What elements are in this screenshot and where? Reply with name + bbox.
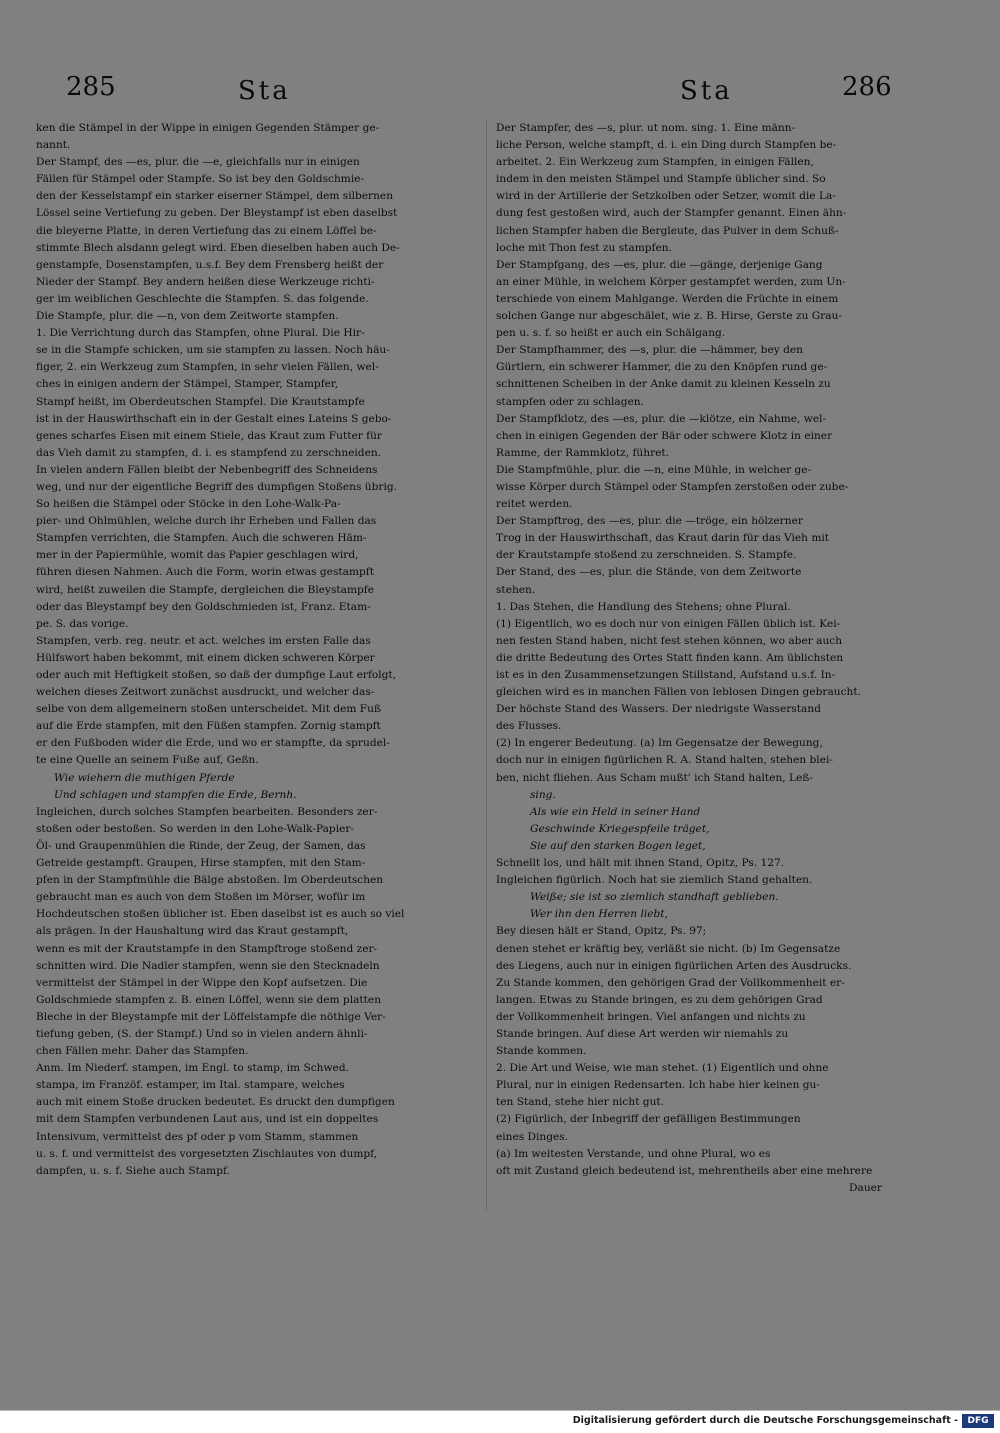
text-line: Dauer [849,1181,882,1194]
left-text-column [36,120,482,1180]
text-line: Fällen für Stämpel oder Stampfe. So ist bey den Goldschmie- [36,173,365,186]
text-line: genstampfe, Dosenstampfen, u.s.f. Bey dem Frensberg heißt der [36,258,384,271]
text-line: loche mit Thon fest zu stampfen. [496,241,672,254]
text-line: als prägen. In der Haushaltung wird das Kraut gestampft, [36,925,349,938]
text-line: das Vieh damit zu stampfen, d. i. es stampfend zu zerschneiden. [36,446,382,459]
text-line: (a) Im weitesten Verstande, und ohne Plural, wo es [496,1147,771,1160]
text-line: gebraucht man es auch von dem Stoßen im Mörser, wofür im [36,891,366,904]
text-line: Der Stampfgang, des —es, plur. die —gänge, derjenige Gang [496,258,823,271]
text-line: der Krautstampfe stoßend zu zerschneiden. S. Stampfe. [496,549,797,562]
text-line: Schnellt los, und hält mit ihnen Stand, Opitz, Ps. 127. [496,857,785,870]
text-line: Die Stampfmühle, plur. die —n, eine Mühle, in welcher ge- [496,463,812,476]
text-line: genes scharfes Eisen mit einem Stiele, das Kraut zum Futter für [36,429,382,442]
text-line: Gürtlern, ein schwerer Hammer, die zu den Knöpfen rund ge- [496,361,828,374]
text-line: weg, und nur der eigentliche Begriff des dumpfigen Stoßens übrig. [36,480,398,493]
text-line: Ingleichen, durch solches Stampfen bearbeiten. Besonders zer- [36,805,378,818]
text-line: terschiede von einem Mahlgange. Werden die Früchte in einem [496,292,839,305]
text-line: dampfen, u. s. f. Siehe auch Stampf. [36,1164,230,1177]
text-line: pen u. s. f. so heißt er auch ein Schälgang. [496,327,726,340]
text-line: solchen Gange nur abgeschälet, wie z. B. Hirse, Gerste zu Grau- [496,310,843,323]
right-running-header: Sta [680,76,733,106]
text-line: oder das Bleystampf bey den Goldschmieden ist, Franz. Etam- [36,600,371,613]
text-line: Bey diesen hält er Stand, Opitz, Ps. 97; [496,925,707,938]
text-line: die bleyerne Platte, in deren Vertiefung das zu einem Löffel be- [36,224,377,237]
text-line: auf die Erde stampfen, mit den Füßen stampfen. Zornig stampft [36,720,381,733]
text-line: wird, heißt zuweilen die Stampfe, dergleichen die Bleystampfe [36,583,375,596]
text-line: nen festen Stand haben, nicht fest stehen können, wo aber auch [496,634,843,647]
dfg-logo: DFG [962,1414,994,1428]
text-line: führen diesen Nahmen. Auch die Form, worin etwas gestampft [36,566,374,579]
text-line: Nieder der Stampf. Bey andern heißen diese Werkzeuge richti- [36,275,375,288]
text-line: doch nur in einigen figürlichen R. A. Stand halten, stehen blei- [496,754,833,767]
text-line: (1) Eigentlich, wo es doch nur von einigen Fällen üblich ist. Kei- [496,617,841,630]
text-line: nannt. [36,139,71,152]
text-line: ken die Stämpel in der Wippe in einigen Gegenden Stämper ge- [36,122,380,134]
text-line: te eine Quelle an seinem Fuße auf, Geßn. [36,754,259,767]
text-line: Trog in der Hauswirthschaft, das Kraut darin für das Vieh mit [496,532,830,545]
text-line: stoßen oder bestoßen. So werden in den Lohe-Walk-Papier- [36,822,354,835]
text-line: langen. Etwas zu Stande bringen, es zu dem gehörigen Grad [496,993,823,1006]
text-line: u. s. f. und vermittelst des vorgesetzten Zischlautes von dumpf, [36,1147,378,1160]
text-line: mer in der Papiermühle, womit das Papier geschlagen wird, [36,549,359,562]
text-line: Hülfswort haben bekommt, mit einem dicken schweren Körper [36,651,375,664]
text-line: die dritte Bedeutung des Ortes Statt finden kann. Am üblichsten [496,651,844,664]
text-line: ten Stand, stehe hier nicht gut. [496,1096,665,1109]
text-line: lichen Stampfer haben die Bergleute, das Pulver in dem Schuß- [496,224,839,237]
text-line: se in die Stampfe schicken, um sie stampfen zu lassen. Noch häu- [36,344,390,357]
text-line: ist es in den Zusammensetzungen Stillstand, Aufstand u.s.f. In- [496,669,836,681]
text-line: Wie wiehern die muthigen Pferde [54,771,235,784]
text-line: pe. S. das vorige. [36,617,129,630]
text-line: er den Fußboden wider die Erde, und wo er stampfte, da sprudel- [36,737,390,750]
text-line: arbeitet. 2. Ein Werkzeug zum Stampfen, in einigen Fällen, [496,156,814,169]
text-line: Stande kommen. [496,1045,587,1058]
text-line: wird in der Artillerie der Setzkolben oder Setzer, womit die La- [496,190,836,203]
text-line: Goldschmiede stampfen z. B. einen Löffel, wenn sie dem platten [36,993,382,1006]
text-line: indem in den meisten Stämpel und Stampfe üblicher sind. So [496,173,826,186]
text-line: auch mit einem Stoße drucken bedeutet. Es druckt den dumpfigen [36,1096,395,1109]
text-line: Stampfen, verb. reg. neutr. et act. welches im ersten Falle das [36,634,371,647]
text-line: Intensivum, vermittelst des pf oder p vom Stamm, stammen [36,1130,359,1143]
text-line: tiefung geben, (S. der Stampf.) Und so in vielen andern ähnli- [36,1027,368,1040]
text-line: stimmte Blech alsdann gelegt wird. Eben dieselben haben auch De- [36,241,400,254]
text-line: Getreide gestampft. Graupen, Hirse stampfen, mit den Stam- [36,857,366,870]
text-line: Der Stampfhammer, des —s, plur. die —hämmer, bey den [496,344,803,357]
right-text-column [496,120,882,1197]
text-line: Geschwinde Kriegespfeile träget, [530,822,710,835]
text-line: Plural, nur in einigen Redensarten. Ich habe hier keinen gu- [496,1079,820,1092]
text-line: liche Person, welche stampft, d. i. ein Ding durch Stampfen be- [496,139,837,152]
left-running-header: Sta [238,76,291,106]
text-line: Sie auf den starken Bogen leget, [530,839,706,852]
left-page-number: 285 [66,72,116,102]
text-line: wenn es mit der Krautstampfe in den Stampftroge stoßend zer- [36,942,378,955]
text-line: selbe von dem allgemeinern stoßen unterscheidet. Mit dem Fuß [36,703,382,716]
text-line: ben, nicht fliehen. Aus Scham mußt' ich Stand halten, Leß- [496,771,813,784]
text-line: 2. Die Art und Weise, wie man stehet. (1) Eigentlich und ohne [496,1062,829,1075]
text-line: oder auch mit Heftigkeit stoßen, so daß der dumpfige Laut erfolgt, [36,669,397,681]
text-line: Wer ihn den Herren liebt, [530,908,668,921]
text-line: (2) Figürlich, der Inbegriff der gefälligen Bestimmungen [496,1113,801,1126]
text-line: dung fest gestoßen wird, auch der Stampfer genannt. Einen ähn- [496,207,847,220]
text-line: den der Kesselstampf ein starker eiserner Stämpel, dem silbernen [36,190,394,203]
text-line: Die Stampfe, plur. die —n, von dem Zeitworte stampfen. [36,310,339,323]
text-line: reitet werden. [496,498,573,511]
text-line: chen Fällen mehr. Daher das Stampfen. [36,1045,249,1058]
column-divider [486,120,487,1210]
text-line: vermittelst der Stämpel in der Wippe den Kopf aufsetzen. Die [36,976,368,989]
text-line: stampa, im Franzöf. estamper, im Ital. stampare, welches [36,1079,345,1092]
text-line: ches in einigen andern der Stämpel, Stamper, Stampfer, [36,378,339,391]
text-line: Als wie ein Held in seiner Hand [530,805,701,818]
text-line: figer, 2. ein Werkzeug zum Stampfen, in sehr vielen Fällen, wel- [36,361,379,374]
text-line: chen in einigen Gegenden der Bär oder schwere Klotz in einer [496,429,833,442]
text-line: pier- und Ohlmühlen, welche durch ihr Erheben und Fallen das [36,515,377,528]
text-line: stampfen oder zu schlagen. [496,395,644,408]
text-line: Ingleichen figürlich. Noch hat sie ziemlich Stand gehalten. [496,874,813,887]
text-line: Stande bringen. Auf diese Art werden wir niemahls zu [496,1027,789,1040]
text-line: Stampf heißt, im Oberdeutschen Stampfel. Die Krautstampfe [36,395,365,408]
text-line: ist in der Hauswirthschaft ein in der Gestalt eines Lateins S gebo- [36,412,392,425]
text-line: gleichen wird es in manchen Fällen von leblosen Dingen gebraucht. [496,686,861,699]
text-line: der Vollkommenheit bringen. Viel anfangen und nichts zu [496,1010,806,1023]
text-line: Der höchste Stand des Wassers. Der niedrigste Wasserstand [496,703,821,716]
text-line: schnitten wird. Die Nadler stampfen, wenn sie den Stecknadeln [36,959,380,972]
text-line: In vielen andern Fällen bleibt der Nebenbegriff des Schneidens [36,463,378,476]
text-line: So heißen die Stämpel oder Stöcke in den Lohe-Walk-Pa- [36,498,341,511]
text-line: Lössel seine Vertiefung zu geben. Der Bleystampf ist eben daselbst [36,207,398,220]
text-line: Der Stampftrog, des —es, plur. die —tröge, ein hölzerner [496,515,803,528]
text-line: sing. [530,788,556,801]
text-line: schnittenen Scheiben in der Anke damit zu kleinen Kesseln zu [496,378,831,391]
text-line: Und schlagen und stampfen die Erde, Bernh. [54,788,297,801]
text-line: Öl- und Graupenmühlen die Rinde, der Zeug, der Samen, das [36,839,366,852]
text-line: 1. Das Stehen, die Handlung des Stehens; ohne Plural. [496,600,791,613]
text-line: 1. Die Verrichtung durch das Stampfen, ohne Plural. Die Hir- [36,327,365,340]
text-line: welchen dieses Zeitwort zunächst ausdruckt, und welcher das- [36,686,375,699]
text-line: Anm. Im Niederf. stampen, im Engl. to stamp, im Schwed. [36,1062,349,1075]
text-line: Der Stampfer, des —s, plur. ut nom. sing. 1. Eine männ- [496,122,796,134]
text-line: eines Dinges. [496,1130,569,1143]
text-line: Der Stampfklotz, des —es, plur. die —klötze, ein Nahme, wel- [496,412,827,425]
text-line: ger im weiblichen Geschlechte die Stampfen. S. das folgende. [36,292,369,305]
right-page-number: 286 [842,72,892,102]
text-line: des Liegens, auch nur in einigen figürlichen Arten des Ausdrucks. [496,959,852,972]
text-line: Bleche in der Bleystampfe mit der Löffelstampfe die nöthige Ver- [36,1010,386,1023]
text-line: pfen in der Stampfmühle die Bälge abstoßen. Im Oberdeutschen [36,874,384,887]
text-line: (2) In engerer Bedeutung. (a) Im Gegensatze der Bewegung, [496,737,823,750]
text-line: Der Stampf, des —es, plur. die —e, gleichfalls nur in einigen [36,156,360,169]
text-line: Stampfen verrichten, die Stampfen. Auch die schweren Häm- [36,532,367,545]
text-line: oft mit Zustand gleich bedeutend ist, mehrentheils aber eine mehrere [496,1164,873,1177]
text-line: denen stehet er kräftig bey, verläßt sie nicht. (b) Im Gegensatze [496,942,841,955]
text-line: wisse Körper durch Stämpel oder Stampfen zerstoßen oder zube- [496,480,849,493]
text-line: Der Stand, des —es, plur. die Stände, von dem Zeitworte [496,566,802,579]
text-line: an einer Mühle, in welchem Körper gestampfet werden, zum Un- [496,275,846,288]
text-line: Hochdeutschen stoßen üblicher ist. Eben daselbst ist es auch so viel [36,908,405,921]
text-line: stehen. [496,583,536,596]
text-line: Weiße; sie ist so ziemlich standhaft geblieben. [530,891,779,904]
text-line: Ramme, der Rammklotz, führet. [496,446,670,459]
text-line: des Flusses. [496,720,562,733]
footer-credit: Digitalisierung gefördert durch die Deutsche Forschungsgemeinschaft - [572,1415,958,1426]
footer-bar [0,1410,1000,1433]
text-line: Zu Stande kommen, den gehörigen Grad der Vollkommenheit er- [496,976,845,989]
text-line: mit dem Stampfen verbundenen Laut aus, und ist ein doppeltes [36,1113,379,1126]
